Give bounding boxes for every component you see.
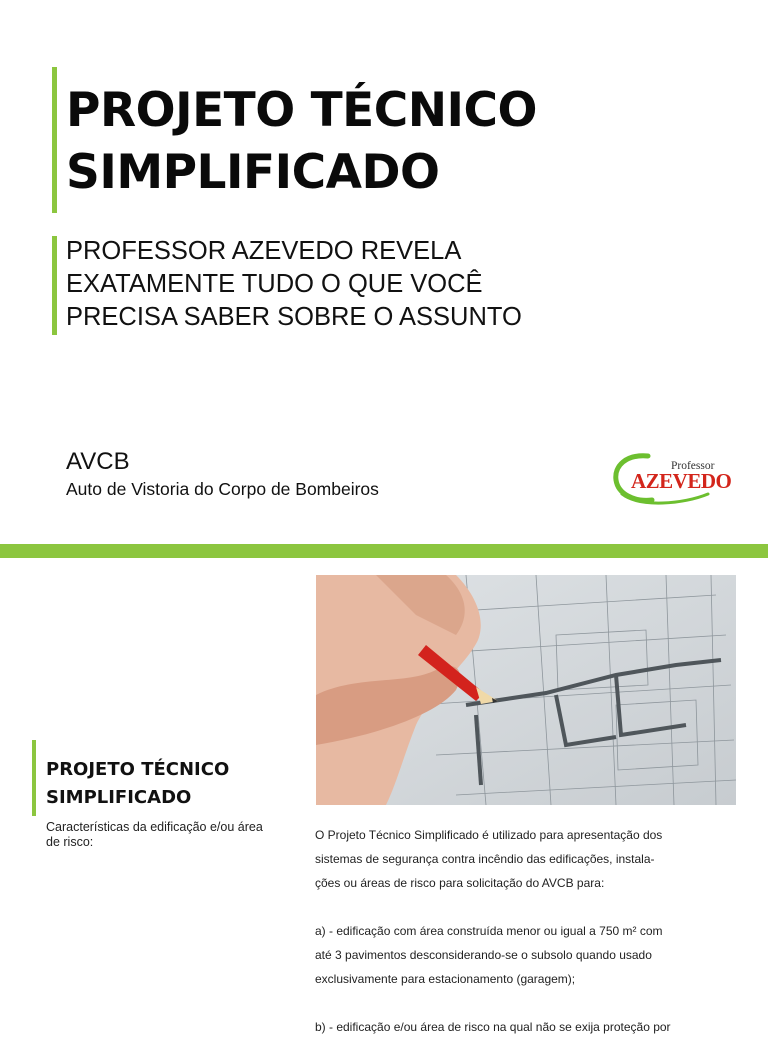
body-line: até 3 pavimentos desconsiderando-se o subsolo quando usado xyxy=(315,948,652,962)
body-line: ções ou áreas de risco para solicitação do AVCB para: xyxy=(315,876,605,890)
body-line: sistemas de segurança contra incêndio das edificações, instala- xyxy=(315,852,655,866)
subtitle-line: PRECISA SABER SOBRE O ASSUNTO xyxy=(66,303,522,331)
body-line: O Projeto Técnico Simplificado é utilizado para apresentação dos xyxy=(315,828,663,842)
section-title-line: SIMPLIFICADO xyxy=(46,787,192,808)
section-title-line: PROJETO TÉCNICO xyxy=(46,759,230,780)
page-title-line: PROJETO TÉCNICO xyxy=(66,83,537,138)
section-accent-bar xyxy=(32,740,36,816)
section-caption: Características da edificação e/ou área de risco: xyxy=(46,820,263,849)
page-subtitle xyxy=(66,235,626,334)
logo-name: AZEVEDO xyxy=(631,469,732,493)
body-text xyxy=(315,823,715,1039)
subtitle-line: PROFESSOR AZEVEDO REVELA xyxy=(66,237,462,265)
page-title xyxy=(66,80,706,204)
page-title-line: SIMPLIFICADO xyxy=(66,145,440,200)
body-line: a) - edificação com área construída menor ou igual a 750 m² com xyxy=(315,924,663,938)
logo-small-text: Professor xyxy=(671,460,715,472)
subtitle-accent-bar xyxy=(52,236,57,335)
professor-azevedo-logo xyxy=(612,450,732,506)
body-line: b) - edificação e/ou área de risco na qual não se exija proteção por xyxy=(315,1020,671,1034)
paragraph-gap xyxy=(315,895,715,919)
section-divider xyxy=(0,544,768,558)
avcb-subtitle: Auto de Vistoria do Corpo de Bombeiros xyxy=(66,479,379,499)
avcb-title: AVCB xyxy=(66,448,130,475)
body-line: exclusivamente para estacionamento (garagem); xyxy=(315,972,576,986)
paragraph-gap xyxy=(315,991,715,1015)
section-title xyxy=(46,756,296,812)
title-accent-bar xyxy=(52,67,57,213)
subtitle-line: EXATAMENTE TUDO O QUE VOCÊ xyxy=(66,270,483,298)
blueprint-photo xyxy=(316,575,736,805)
